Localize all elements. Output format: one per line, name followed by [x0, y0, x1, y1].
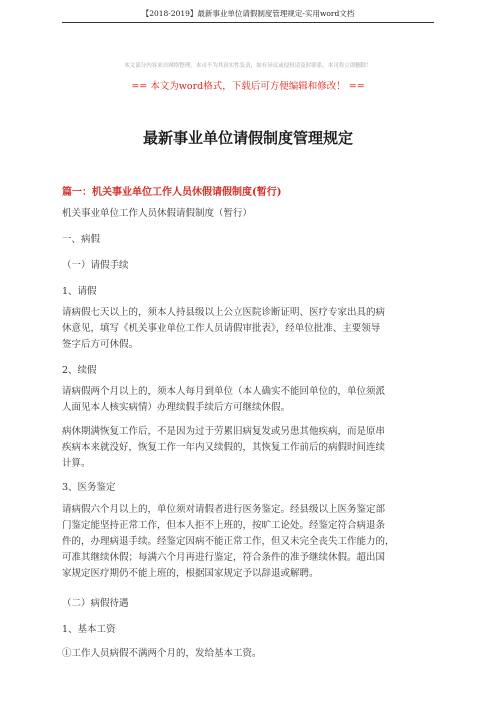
- paragraph-line: 计算。: [62, 458, 91, 469]
- paragraph-line: 请病假七天以上的，须本人持县级以上公立医院诊断证明、医疗专家出具的病: [62, 307, 386, 318]
- paragraph-renewal: [62, 384, 442, 416]
- heading-sick-leave: 一、病假: [62, 234, 101, 245]
- header-rule: [62, 22, 434, 23]
- paragraph-request: [62, 305, 442, 353]
- paragraph-line: 可准其继续休假；每满六个月再进行鉴定，符合条件的准予继续休假。超出国: [62, 552, 386, 563]
- paragraph-line: 疾病本来就没好，恢复工作一年内又续假的，其恢复工作前后的病假时间连续: [62, 442, 386, 453]
- heading-appraisal: 3、医务鉴定: [62, 482, 116, 493]
- paragraph-appraisal: [62, 502, 442, 582]
- paragraph-line: 病休期满恢复工作后，不是因为过于劳累旧病复发或另患其他疾病，而是原串: [62, 426, 386, 437]
- word-format-notice: == 本文为word格式，下载后可方便编辑和修改！ ==: [131, 81, 365, 92]
- heading-renewal: 2、续假: [62, 365, 97, 376]
- heading-procedures: （一）请假手续: [62, 260, 129, 271]
- paragraph-recovery: [62, 424, 442, 472]
- heading-benefits: （二）病假待遇: [62, 598, 129, 609]
- disclaimer-text: 本文部分内容来自网络整理，本司不为其真实性负责，如有异议或侵权请及时联系，本司将立即删除！: [124, 63, 372, 69]
- document-subtitle: 机关事业单位工作人员休假请假制度（暂行）: [62, 208, 253, 219]
- running-header: 【2018-2019】最新事业单位请假制度管理规定-实用word文档: [141, 9, 355, 18]
- paragraph-line: 请病假六个月以上的，单位须对请假者进行医务鉴定。经县级以上医务鉴定部: [62, 504, 386, 515]
- paragraph-base-salary: ①工作人员病假不满两个月的，发给基本工资。: [62, 648, 262, 659]
- document-title: 最新事业单位请假制度管理规定: [142, 129, 353, 147]
- paragraph-line: 人面见本人核实病情）办理续假手续后方可继续休假。: [62, 402, 291, 413]
- paragraph-line: 请病假两个月以上的，须本人每月到单位（本人确实不能回单位的，单位须派: [62, 386, 386, 397]
- paragraph-line: 门鉴定能坚持正常工作，但本人拒不上班的，按旷工论处。经鉴定符合病退条: [62, 520, 386, 531]
- paragraph-line: 休意见，填写《机关事业单位工作人员请假审批表》，经单位批准、主要领导: [62, 323, 381, 334]
- paragraph-line: 签字后方可休假。: [62, 339, 139, 350]
- heading-request: 1、请假: [62, 286, 97, 297]
- heading-base-salary: 1、基本工资: [62, 624, 116, 635]
- paragraph-line: 家规定医疗期仍不能上班的，根据国家规定予以辞退或解聘。: [62, 568, 319, 579]
- section-heading: 篇一：机关事业单位工作人员休假请假制度(暂行): [62, 187, 282, 198]
- paragraph-line: 件的，办理病退手续。经鉴定因病不能正常工作，但又未完全丧失工作能力的，: [62, 536, 395, 547]
